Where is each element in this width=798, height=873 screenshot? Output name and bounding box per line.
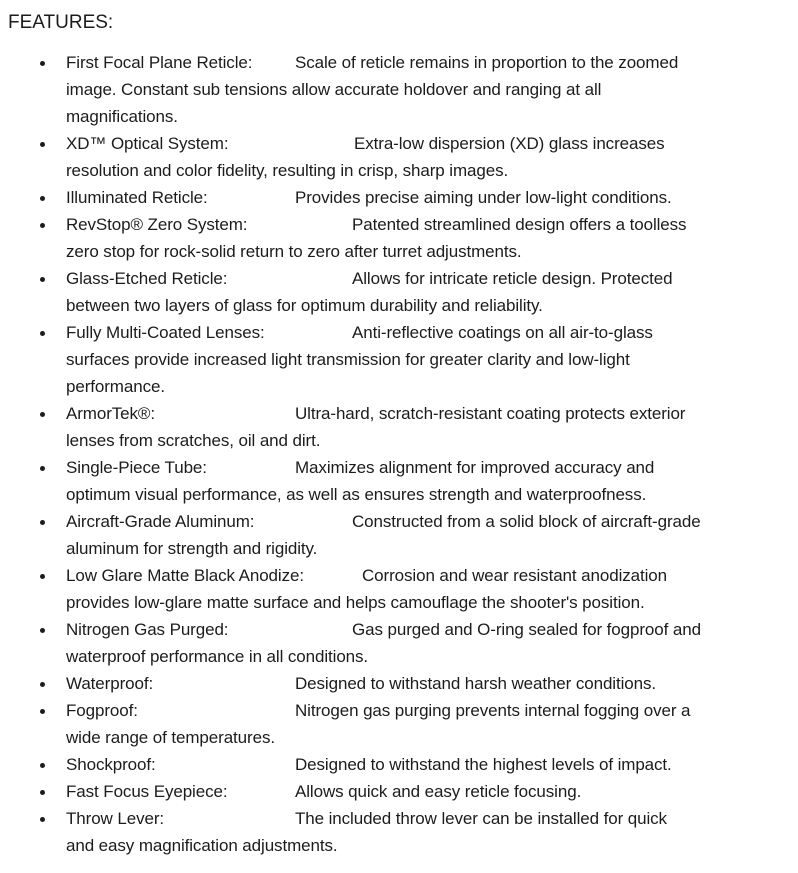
feature-description-line: Ultra-hard, scratch-resistant coating protects exterior <box>295 404 686 423</box>
feature-description-line: resolution and color fidelity, resulting in crisp, sharp images. <box>66 161 509 180</box>
feature-label: Fast Focus Eyepiece: <box>66 782 228 801</box>
feature-description-line: Designed to withstand the highest levels of impact. <box>295 755 672 774</box>
feature-description-line: magnifications. <box>66 107 178 126</box>
feature-item <box>66 616 792 670</box>
feature-label: Fully Multi-Coated Lenses: <box>66 323 265 342</box>
features-list <box>0 49 798 859</box>
feature-description-line: optimum visual performance, as well as ensures strength and waterproofness. <box>66 485 647 504</box>
feature-description-line: Anti-reflective coatings on all air-to-glass <box>352 323 653 342</box>
feature-description-line: Patented streamlined design offers a toolless <box>352 215 687 234</box>
feature-description-line: and easy magnification adjustments. <box>66 836 338 855</box>
feature-item <box>66 751 792 778</box>
feature-label: First Focal Plane Reticle: <box>66 53 253 72</box>
feature-description-line: Nitrogen gas purging prevents internal fogging over a <box>295 701 691 720</box>
feature-label: Illuminated Reticle: <box>66 188 208 207</box>
feature-description-line: Extra-low dispersion (XD) glass increases <box>354 134 665 153</box>
feature-label: Low Glare Matte Black Anodize: <box>66 566 304 585</box>
feature-item <box>66 49 792 130</box>
feature-label: Nitrogen Gas Purged: <box>66 620 229 639</box>
feature-item <box>66 697 792 751</box>
feature-description-line: image. Constant sub tensions allow accurate holdover and ranging at all <box>66 80 602 99</box>
feature-description-line: Scale of reticle remains in proportion to the zoomed <box>295 53 679 72</box>
feature-description-line: Designed to withstand harsh weather conditions. <box>295 674 657 693</box>
feature-description-line: performance. <box>66 377 165 396</box>
feature-item <box>66 778 792 805</box>
feature-label: Aircraft-Grade Aluminum: <box>66 512 255 531</box>
feature-label: RevStop® Zero System: <box>66 215 248 234</box>
feature-item <box>66 211 792 265</box>
feature-item <box>66 508 792 562</box>
feature-item <box>66 670 792 697</box>
feature-description-line: Allows quick and easy reticle focusing. <box>295 782 582 801</box>
feature-description-line: Allows for intricate reticle design. Protected <box>352 269 673 288</box>
feature-item <box>66 454 792 508</box>
feature-item <box>66 184 792 211</box>
feature-description-line: Constructed from a solid block of aircraft-grade <box>352 512 701 531</box>
feature-description-line: waterproof performance in all conditions. <box>66 647 369 666</box>
feature-description-line: zero stop for rock-solid return to zero after turret adjustments. <box>66 242 522 261</box>
feature-item <box>66 805 792 859</box>
feature-item <box>66 400 792 454</box>
feature-item <box>66 130 792 184</box>
feature-description-line: between two layers of glass for optimum durability and reliability. <box>66 296 543 315</box>
feature-description-line: lenses from scratches, oil and dirt. <box>66 431 321 450</box>
feature-description-line: provides low-glare matte surface and helps camouflage the shooter's position. <box>66 593 645 612</box>
feature-description-line: wide range of temperatures. <box>66 728 275 747</box>
feature-description-line: aluminum for strength and rigidity. <box>66 539 318 558</box>
feature-description-line: The included throw lever can be installed for quick <box>295 809 667 828</box>
feature-label: Single-Piece Tube: <box>66 458 207 477</box>
feature-item <box>66 319 792 400</box>
feature-label: Glass-Etched Reticle: <box>66 269 228 288</box>
feature-description-line: Provides precise aiming under low-light conditions. <box>295 188 672 207</box>
feature-label: XD™ Optical System: <box>66 134 229 153</box>
feature-label: Throw Lever: <box>66 809 165 828</box>
feature-description-line: surfaces provide increased light transmission for greater clarity and low-light <box>66 350 630 369</box>
feature-label: Waterproof: <box>66 674 154 693</box>
feature-label: ArmorTek®: <box>66 404 155 423</box>
feature-item <box>66 265 792 319</box>
feature-label: Shockproof: <box>66 755 156 774</box>
feature-item <box>66 562 792 616</box>
feature-description-line: Maximizes alignment for improved accuracy and <box>295 458 655 477</box>
feature-description-line: Corrosion and wear resistant anodization <box>362 566 668 585</box>
page-title: FEATURES: <box>8 12 114 33</box>
feature-description-line: Gas purged and O-ring sealed for fogproof and <box>352 620 701 639</box>
feature-label: Fogproof: <box>66 701 138 720</box>
